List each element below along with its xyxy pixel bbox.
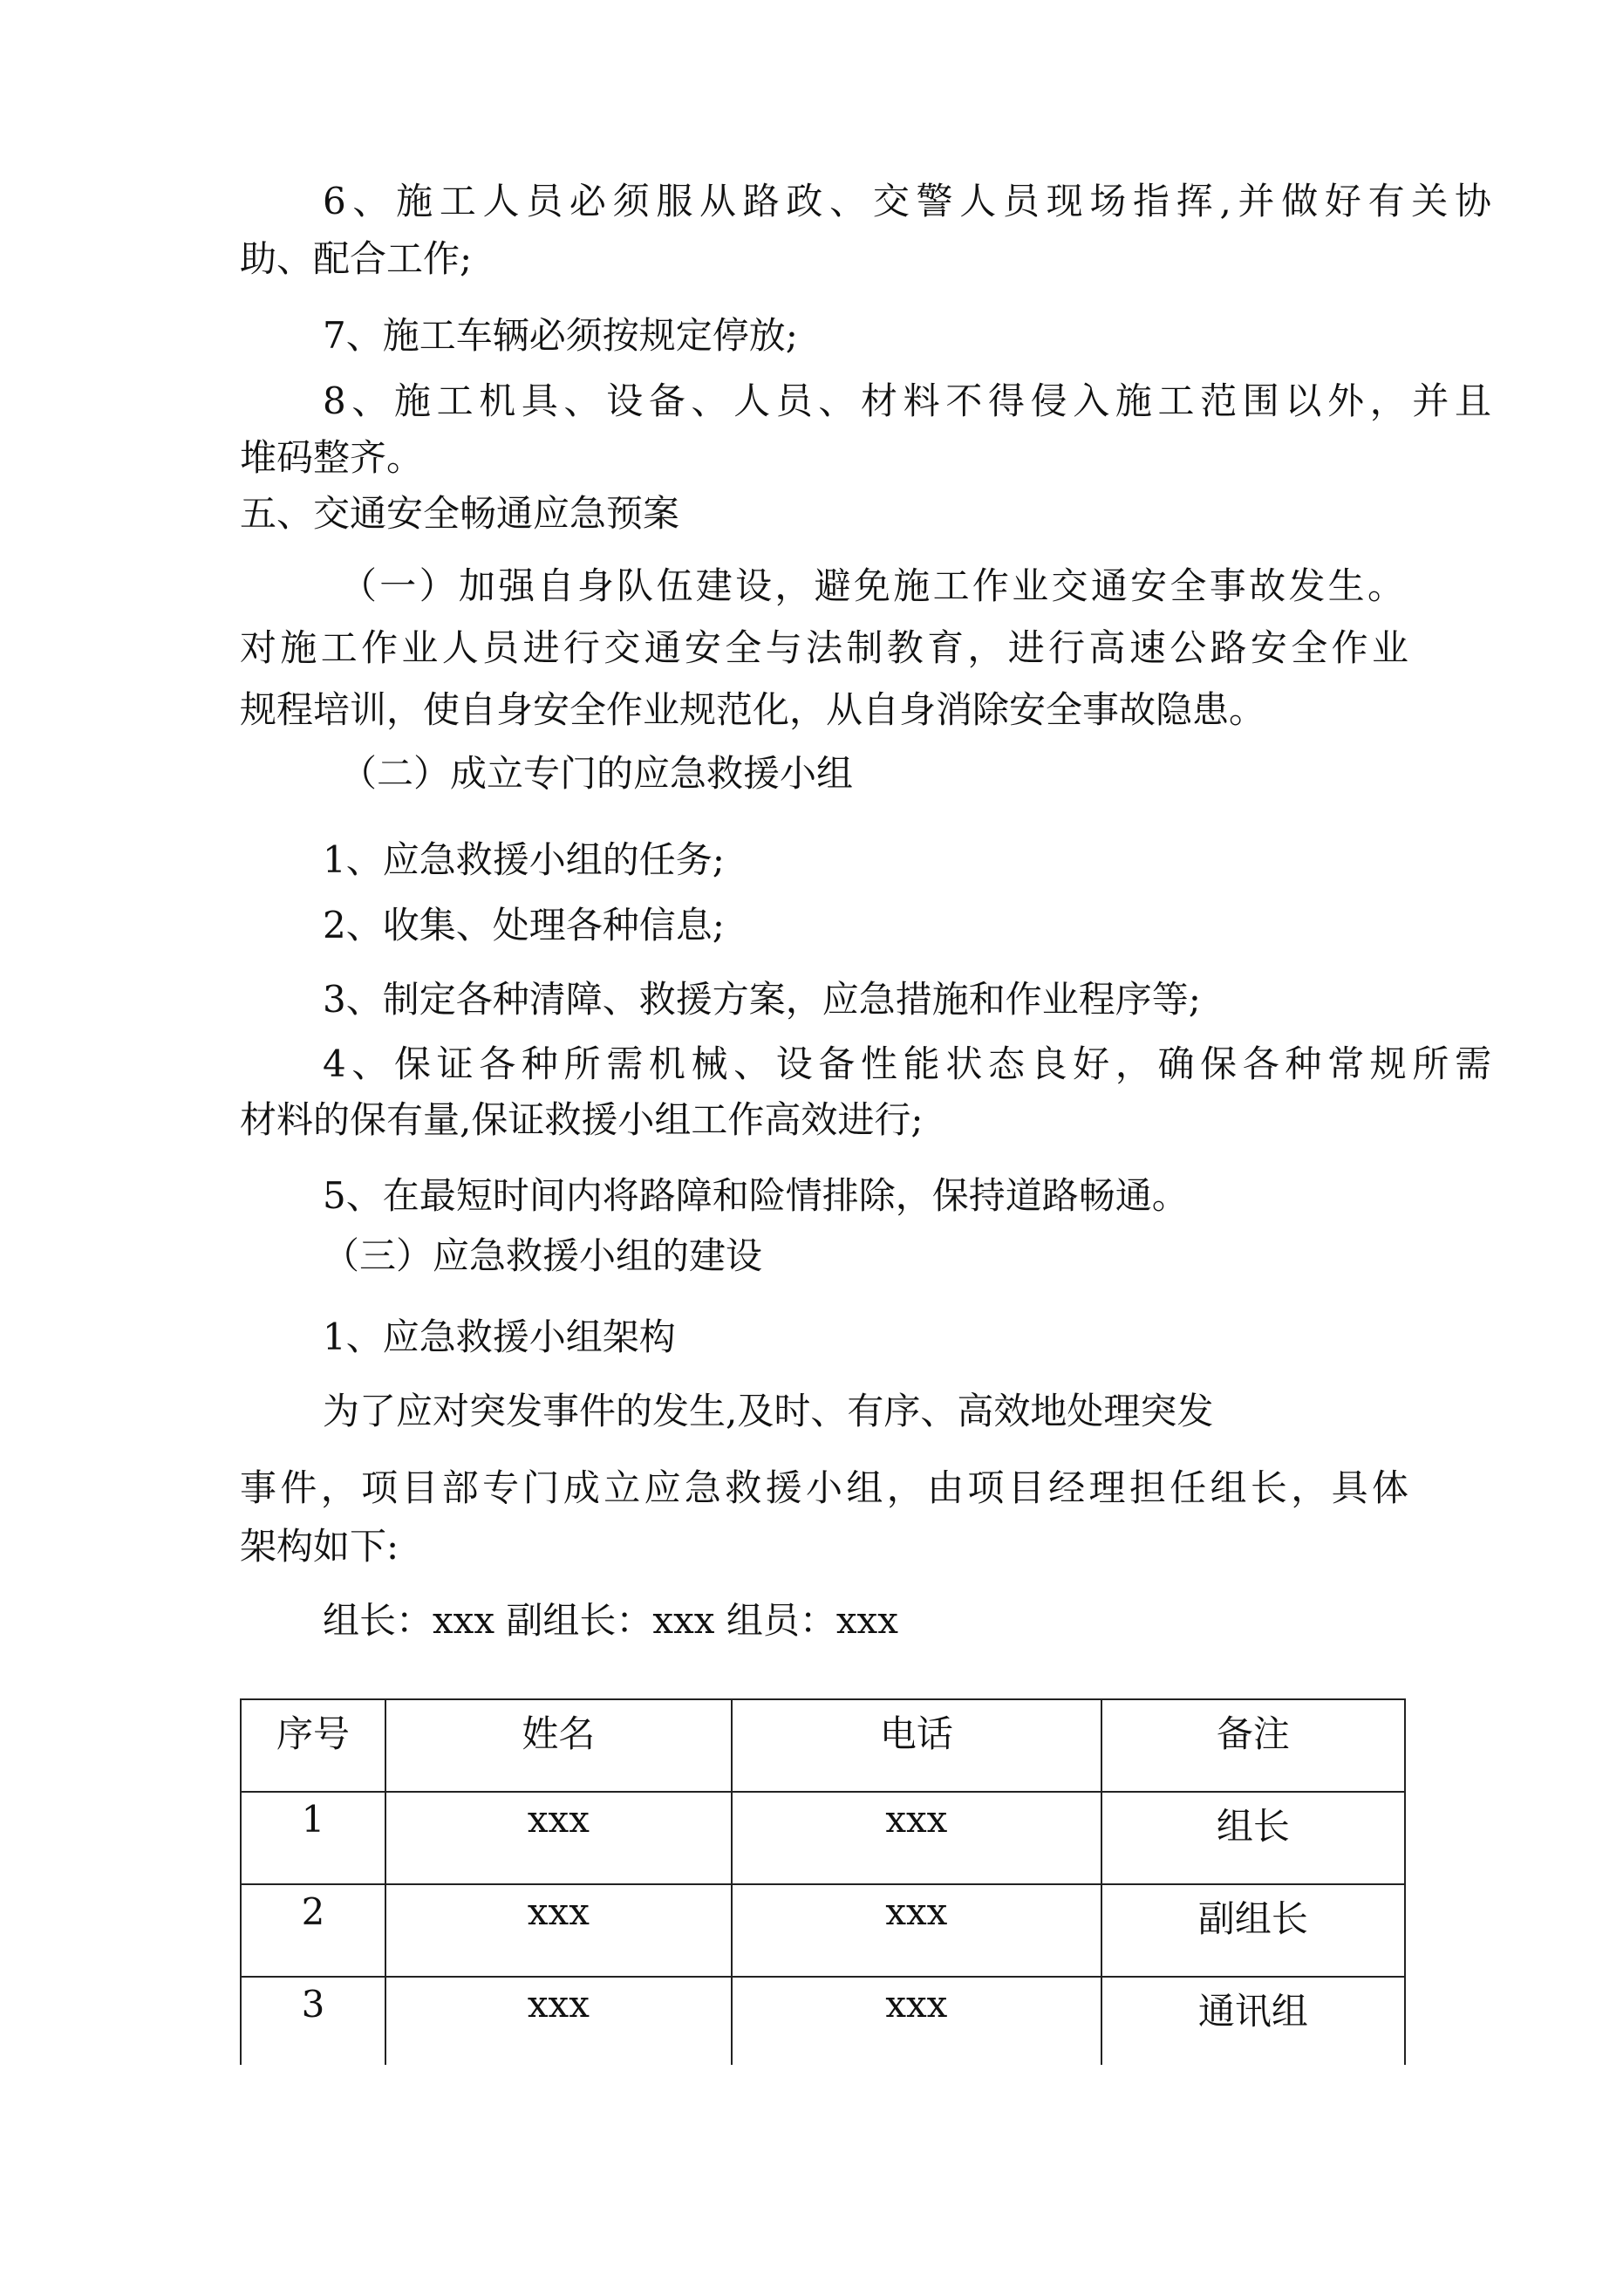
task-item-1: 1、应急救援小组的任务; bbox=[323, 838, 725, 881]
cell-phone: xxx bbox=[732, 1884, 1101, 1977]
paragraph-item-8-line-1: 8、施工机具、设备、人员、材料不得侵入施工范围以外，并且 bbox=[323, 379, 1491, 422]
cell-name: xxx bbox=[385, 1977, 732, 2065]
cell-remark: 通讯组 bbox=[1101, 1977, 1405, 2065]
roles-summary: 组长：xxx 副组长：xxx 组员：xxx bbox=[323, 1599, 898, 1642]
header-name: 姓名 bbox=[385, 1699, 732, 1792]
table-row bbox=[241, 1884, 1405, 1977]
subsection-2-heading: （二）成立专门的应急救援小组 bbox=[340, 752, 854, 795]
task-item-3: 3、制定各种清障、救援方案，应急措施和作业程序等; bbox=[323, 978, 1201, 1021]
cell-index: 3 bbox=[241, 1977, 385, 2065]
structure-paragraph-line-1: 为了应对突发事件的发生,及时、有序、高效地处理突发 bbox=[323, 1390, 1214, 1432]
cell-index: 2 bbox=[241, 1884, 385, 1977]
paragraph-item-8-line-2: 堆码整齐。 bbox=[240, 436, 424, 479]
header-remark: 备注 bbox=[1101, 1699, 1405, 1792]
cell-name: xxx bbox=[385, 1792, 732, 1884]
paragraph-item-7: 7、施工车辆必须按规定停放; bbox=[323, 314, 798, 357]
header-phone: 电话 bbox=[732, 1699, 1101, 1792]
structure-paragraph-line-3: 架构如下: bbox=[240, 1525, 399, 1568]
task-item-5: 5、在最短时间内将路障和险情排除，保持道路畅通。 bbox=[323, 1174, 1189, 1217]
cell-index: 1 bbox=[241, 1792, 385, 1884]
subsection-1-line-3: 规程培训，使自身安全作业规范化，从自身消除安全事故隐患。 bbox=[240, 688, 1266, 731]
rescue-team-table bbox=[240, 1698, 1406, 2065]
paragraph-item-6-line-1: 6、施工人员必须服从路政、交警人员现场指挥,并做好有关协 bbox=[323, 180, 1491, 222]
paragraph-item-6-line-2: 助、配合工作; bbox=[240, 237, 473, 280]
table-row bbox=[241, 1977, 1405, 2065]
task-item-4-line-1: 4、保证各种所需机械、设备性能状态良好，确保各种常规所需 bbox=[323, 1042, 1491, 1085]
task-item-4-line-2: 材料的保有量,保证救援小组工作高效进行; bbox=[240, 1098, 924, 1141]
cell-name: xxx bbox=[385, 1884, 732, 1977]
table-header-row bbox=[241, 1699, 1405, 1792]
header-index: 序号 bbox=[241, 1699, 385, 1792]
table-row bbox=[241, 1792, 1405, 1884]
task-item-2: 2、收集、处理各种信息; bbox=[323, 904, 725, 946]
cell-phone: xxx bbox=[732, 1792, 1101, 1884]
structure-item-1: 1、应急救援小组架构 bbox=[323, 1315, 676, 1358]
section-heading-5: 五、交通安全畅通应急预案 bbox=[240, 492, 680, 535]
cell-phone: xxx bbox=[732, 1977, 1101, 2065]
cell-remark: 副组长 bbox=[1101, 1884, 1405, 1977]
cell-remark: 组长 bbox=[1101, 1792, 1405, 1884]
subsection-1-line-2: 对施工作业人员进行交通安全与法制教育，进行高速公路安全作业 bbox=[240, 626, 1408, 669]
subsection-1-line-1: （一）加强自身队伍建设，避免施工作业交通安全事故发生。 bbox=[340, 564, 1404, 607]
subsection-3-heading: （三）应急救援小组的建设 bbox=[323, 1234, 763, 1277]
structure-paragraph-line-2: 事件，项目部专门成立应急救援小组，由项目经理担任组长，具体 bbox=[240, 1466, 1408, 1509]
